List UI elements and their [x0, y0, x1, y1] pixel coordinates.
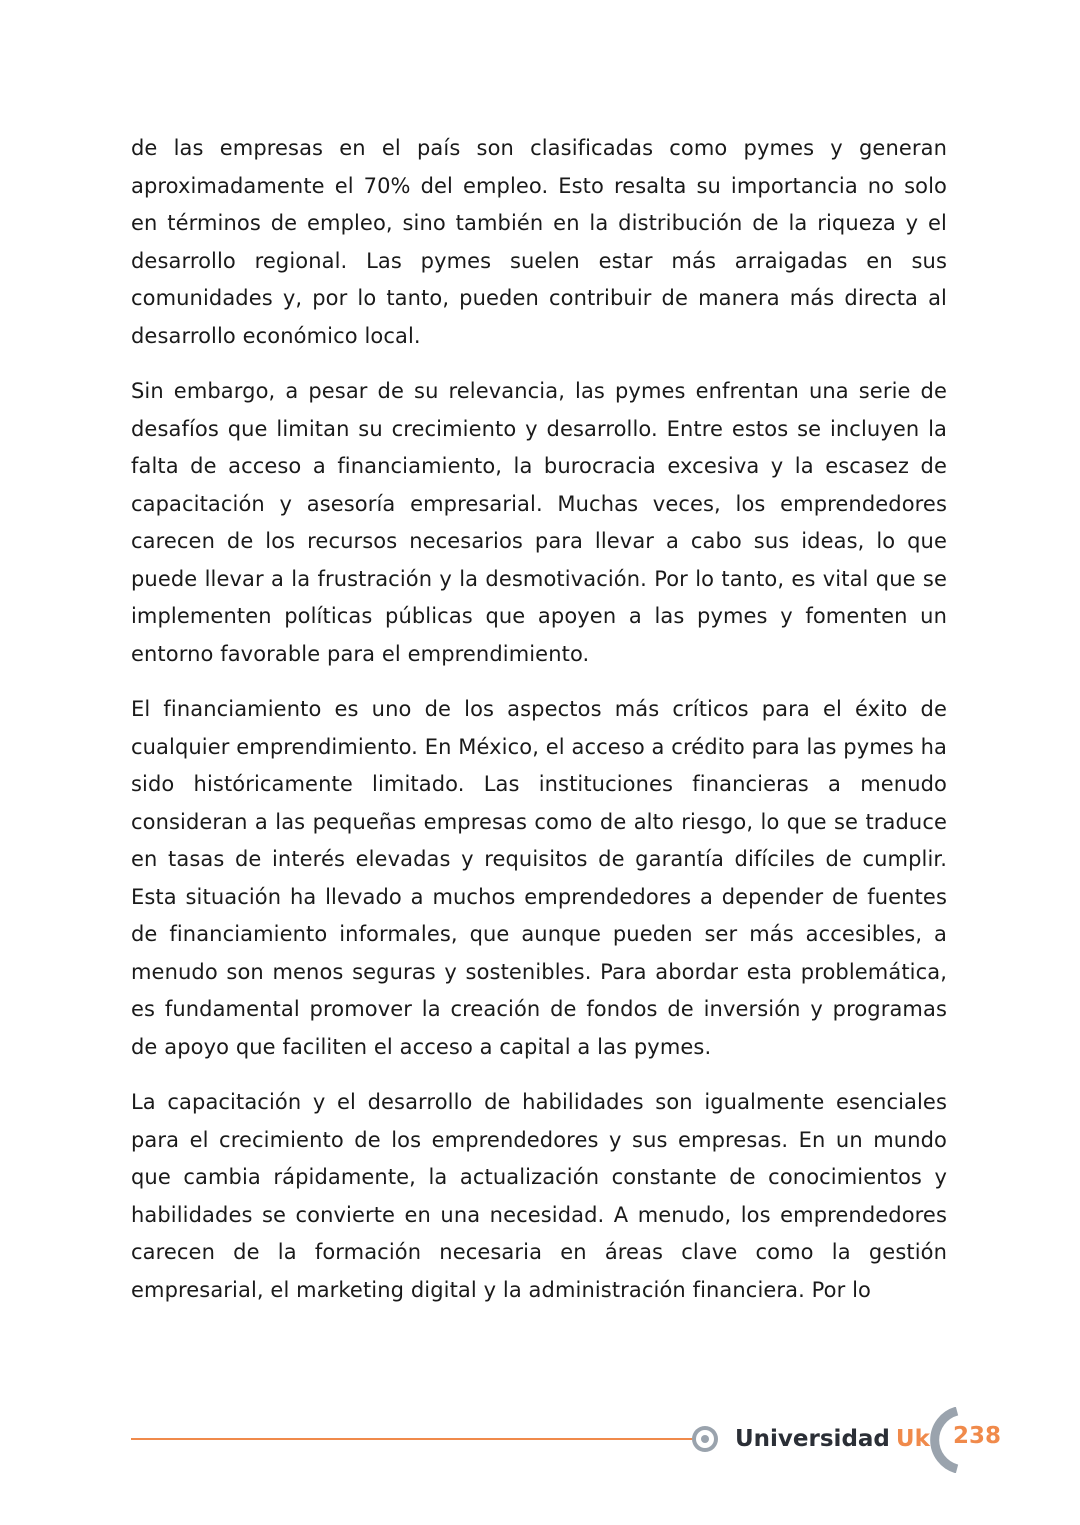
brand-name: Universidad [735, 1426, 890, 1452]
paragraph-2: Sin embargo, a pesar de su relevancia, las pymes enfrentan una serie de desafíos que limitan su crecimiento y desarrollo. Entre estos se incluyen la falta de acceso a financiamiento, la burocracia excesiva y la escasez de capacitación y asesoría empresarial. Muchas veces, los emprendedores carecen de los recursos necesarios para llevar a cabo sus ideas, lo que puede llevar a la frustración y la desmotivación. Por lo tanto, es vital que se implementen políticas públicas que apoyen a las pymes y fomenten un entorno favorable para el emprendimiento. [131, 379, 947, 666]
footer-divider-line [131, 1438, 693, 1440]
brand-accent: Uk [895, 1426, 930, 1452]
paragraph-4: La capacitación y el desarrollo de habilidades son igualmente esenciales para el crecimiento de los emprendedores y sus empresas. En un mundo que cambia rápidamente, la actualización constante de conocimientos y habilidades se convierte en una necesidad. A menudo, los emprendedores carecen de la formación necesaria en áreas clave como la gestión empresarial, el marketing digital y la administración financiera. Por lo [131, 1090, 947, 1302]
paragraph-1: de las empresas en el país son clasificadas como pymes y generan aproximadamente el 70% del empleo. Esto resalta su importancia no solo en términos de empleo, sino también en la distribución de la riqueza y el desarrollo regional. Las pymes suelen estar más arraigadas en sus comunidades y, por lo tanto, pueden contribuir de manera más directa al desarrollo económico local. [131, 136, 947, 348]
brand-logo [735, 1422, 930, 1456]
page-number: 238 [953, 1423, 1002, 1449]
circle-logo-icon [692, 1426, 718, 1452]
page-content [131, 130, 947, 1327]
page-footer [131, 1405, 1011, 1475]
paragraph-3: El financiamiento es uno de los aspectos más críticos para el éxito de cualquier emprendimiento. En México, el acceso a crédito para las pymes ha sido históricamente limitado. Las instituciones financieras a menudo consideran a las pequeñas empresas como de alto riesgo, lo que se traduce en tasas de interés elevadas y requisitos de garantía difíciles de cumplir. Esta situación ha llevado a muchos emprendedores a depender de fuentes de financiamiento informales, que aunque pueden ser más accesibles, a menudo son menos seguras y sostenibles. Para abordar esta problemática, es fundamental promover la creación de fondos de inversión y programas de apoyo que faciliten el acceso a capital a las pymes. [131, 697, 947, 1059]
